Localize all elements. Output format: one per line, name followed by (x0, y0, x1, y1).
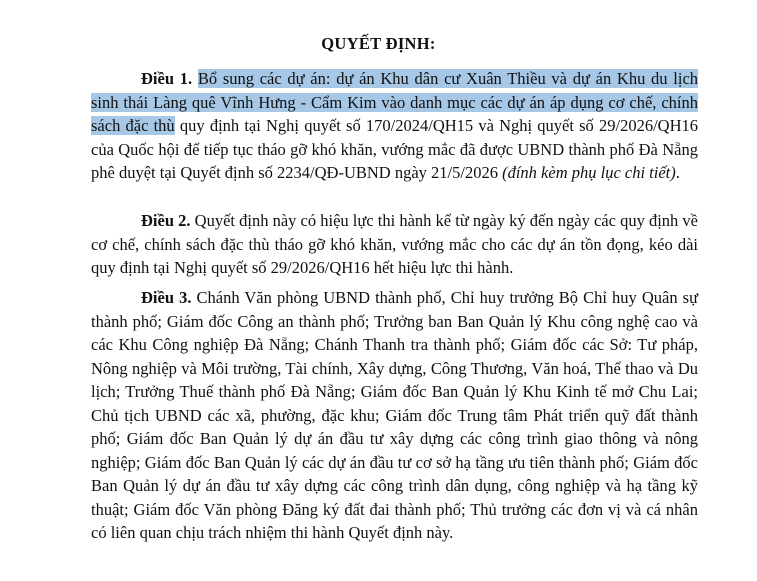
article-1 (91, 67, 698, 185)
article-2 (91, 209, 698, 280)
document-title: QUYẾT ĐỊNH: (321, 34, 436, 53)
article-1-end: . (675, 163, 680, 182)
article-3-text: Chánh Văn phòng UBND thành phố, Chỉ huy trưởng Bộ Chỉ huy Quân sự thành phố; Giám đốc Công an thành phố; Trưởng ban Ban Quản lý Khu công nghệ cao và các Khu Công nghiệp Đà Nẵng; Chánh Thanh tra thành phố; Giám đốc các Sở: Tư pháp, Nông nghiệp và Môi trường, Tài chính, Xây dựng, Công Thương, Văn hoá, Thể thao và Du lịch; Trưởng Thuế thành phố Đà Nẵng; Giám đốc Ban Quản lý Khu Kinh tế mở Chu Lai; Chủ tịch UBND các xã, phường, đặc khu; Giám đốc Trung tâm Phát triển quỹ đất thành phố; Giám đốc Ban Quản lý dự án đầu tư xây dựng các công trình giao thông và nông nghiệp; Giám đốc Ban Quản lý các dự án đầu tư cơ sở hạ tầng ưu tiên thành phố; Giám đốc Ban Quản lý dự án đầu tư xây dựng các công trình dân dụng, công nghiệp và hạ tầng kỹ thuật; Giám đốc Văn phòng Đăng ký đất đai thành phố; Thủ trưởng các đơn vị và cá nhân có liên quan chịu trách nhiệm thi hành Quyết định này. (91, 288, 699, 542)
article-3-label: Điều 3. (141, 288, 192, 307)
article-2-label: Điều 2. (141, 211, 191, 230)
article-1-text: quy định tại Nghị quyết số 170/2024/QH15 và Nghị quyết số 29/2026/QH16 của Quốc hội để tiếp tục tháo gỡ khó khăn, vướng mắc đã được UBND thành phố Đà Nẵng phê duyệt tại Quyết định số 2234/QĐ-UBND ngày 21/5/2026 (91, 116, 698, 182)
article-1-label: Điều 1. (141, 69, 193, 88)
article-1-note: (đính kèm phụ lục chi tiết) (502, 163, 676, 182)
highlighted-text-selection[interactable]: Bổ sung các dự án: dự án Khu dân cư Xuân Thiều và dự án Khu du lịch sinh thái Làng quê Vĩnh Hưng - Cẩm Kim vào danh mục các dự án áp dụng cơ chế, chính sách đặc thù (91, 69, 699, 135)
article-2-text: Quyết định này có hiệu lực thi hành kể từ ngày ký đến ngày các quy định về cơ chế, chính sách đặc thù tháo gỡ khó khăn, vướng mắc cho các dự án tồn đọng, kéo dài quy định tại Nghị quyết số 29/2026/QH16 hết hiệu lực thi hành. (91, 211, 698, 277)
article-3 (91, 286, 698, 545)
